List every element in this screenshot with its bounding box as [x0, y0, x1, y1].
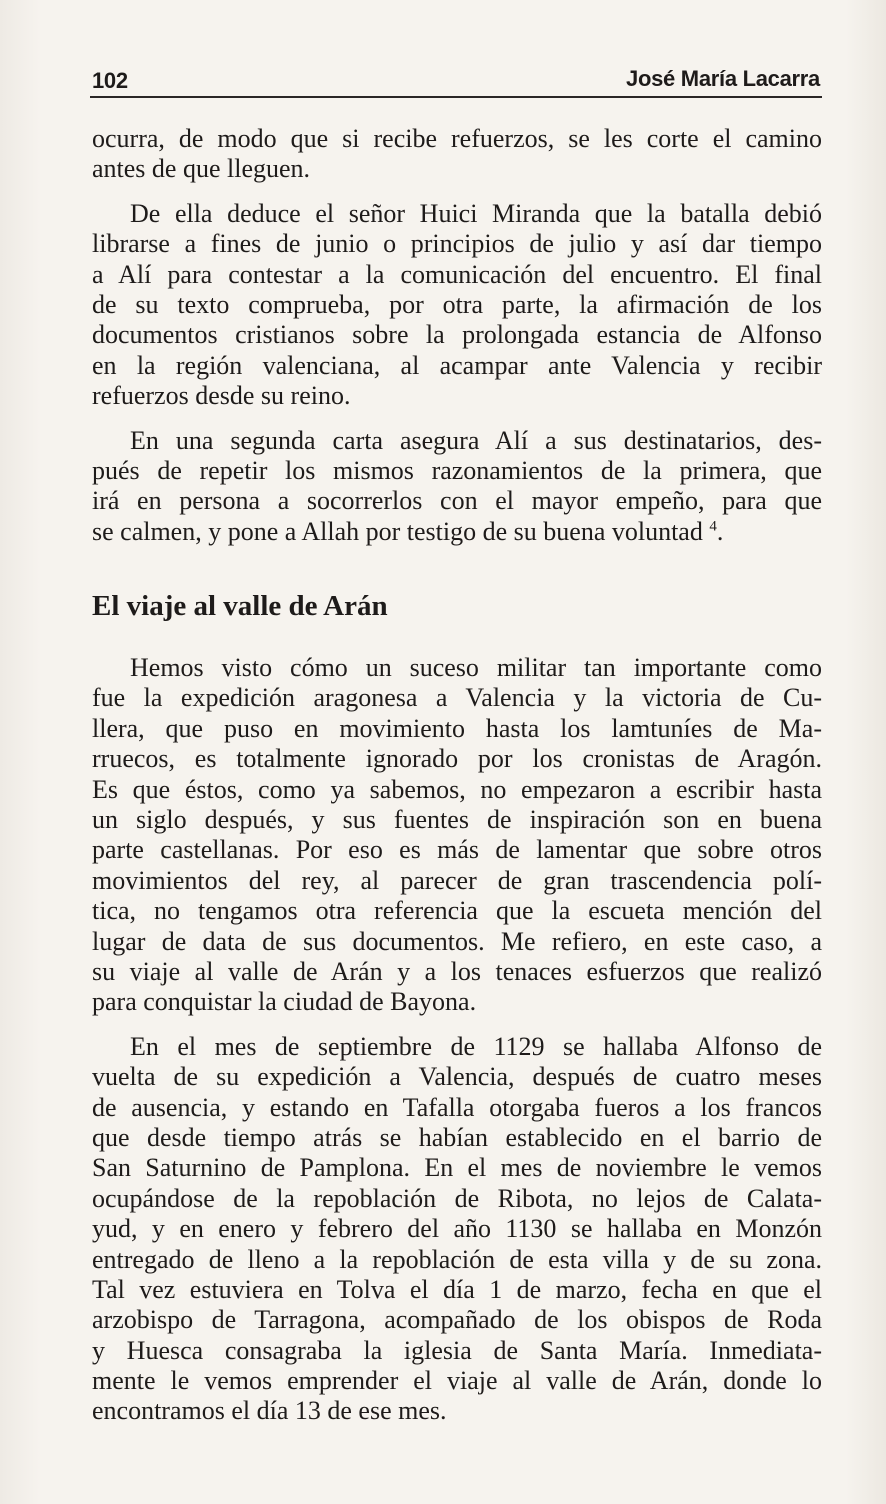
text-line: un siglo después, y sus fuentes de inspiración son en buena	[92, 805, 822, 835]
text-line: y Huesca consagraba la iglesia de Santa María. Inmediata-	[92, 1335, 822, 1365]
body-text	[92, 124, 822, 1427]
text-line: San Saturnino de Pamplona. En el mes de noviembre le vemos	[92, 1153, 822, 1183]
text-line: mente le vemos emprender el viaje al valle de Arán, donde lo	[92, 1366, 822, 1396]
text-line: refuerzos desde su reino.	[92, 381, 351, 411]
text-line: En el mes de septiembre de 1129 se hallaba Alfonso de	[130, 1031, 822, 1061]
page-header	[92, 66, 820, 96]
text-line: Tal vez estuviera en Tolva el día 1 de marzo, fecha en que el	[92, 1274, 822, 1304]
text-line: en la región valenciana, al acampar ante Valencia y recibir	[92, 350, 822, 380]
text-line: a Alí para contestar a la comunicación del encuentro. El final	[92, 259, 822, 289]
text-line: Hemos visto cómo un suceso militar tan importante como	[130, 653, 822, 683]
text-line: encontramos el día 13 de ese mes.	[92, 1396, 447, 1426]
text-line: documentos cristianos sobre la prolongada estancia de Alfonso	[92, 320, 822, 350]
text-line: de ausencia, y estando en Tafalla otorgaba fueros a los francos	[92, 1092, 822, 1122]
text-line: ocupándose de la repoblación de Ribota, no lejos de Calata-	[92, 1183, 822, 1213]
text-line: fue la expedición aragonesa a Valencia y la victoria de Cu-	[92, 683, 822, 713]
text-line: para conquistar la ciudad de Bayona.	[92, 987, 477, 1017]
running-head-author: José María Lacarra	[626, 66, 820, 91]
text-line: yud, y en enero y febrero del año 1130 se hallaba en Monzón	[92, 1214, 822, 1244]
text-line: se calmen, y pone a Allah por testigo de su buena voluntad	[92, 516, 703, 546]
text-line: de su texto comprueba, por otra parte, la afirmación de los	[92, 289, 822, 319]
section-heading: El viaje al valle de Arán	[92, 590, 388, 623]
page-number: 102	[92, 68, 128, 93]
text-line-with-footnote	[92, 517, 822, 547]
sentence-end: .	[716, 516, 724, 546]
text-line: que desde tiempo atrás se habían establecido en el barrio de	[92, 1122, 822, 1152]
text-line: rruecos, es totalmente ignorado por los cronistas de Aragón.	[92, 744, 822, 774]
text-line: De ella deduce el señor Huici Miranda que la batalla debió	[130, 198, 822, 228]
footnote-reference: 4	[709, 518, 717, 535]
text-line: arzobispo de Tarragona, acompañado de los obispos de Roda	[92, 1305, 822, 1335]
text-line: entregado de lleno a la repoblación de esta villa y de su zona.	[92, 1244, 822, 1274]
paragraph	[92, 426, 822, 548]
text-line: Es que éstos, como ya sabemos, no empezaron a escribir hasta	[92, 774, 822, 804]
text-line: ocurra, de modo que si recibe refuerzos, se les corte el camino	[92, 124, 822, 153]
text-line: lugar de data de sus documentos. Me refiero, en este caso, a	[92, 926, 822, 956]
text-line: antes de que lleguen.	[92, 154, 311, 184]
text-line: pués de repetir los mismos razonamientos de la primera, que	[92, 455, 822, 485]
text-line: parte castellanas. Por eso es más de lamentar que sobre otros	[92, 835, 822, 865]
text-line: su viaje al valle de Arán y a los tenaces esfuerzos que realizó	[92, 956, 822, 986]
text-line: vuelta de su expedición a Valencia, después de cuatro meses	[92, 1062, 822, 1092]
text-line: llera, que puso en movimiento hasta los lamtuníes de Ma-	[92, 713, 822, 743]
paragraph	[92, 1032, 822, 1427]
text-line: irá en persona a socorrerlos con el mayor empeño, para que	[92, 486, 822, 516]
text-line: movimientos del rey, al parecer de gran trascendencia polí-	[92, 865, 822, 895]
paragraph	[92, 653, 822, 1018]
paragraph	[92, 124, 822, 185]
text-line: En una segunda carta asegura Alí a sus destinatarios, des-	[130, 425, 822, 455]
text-line: tica, no tengamos otra referencia que la escueta mención del	[92, 896, 822, 926]
paragraph	[92, 199, 822, 412]
text-line: librarse a fines de junio o principios de julio y así dar tiempo	[92, 229, 822, 259]
header-rule	[90, 96, 822, 98]
